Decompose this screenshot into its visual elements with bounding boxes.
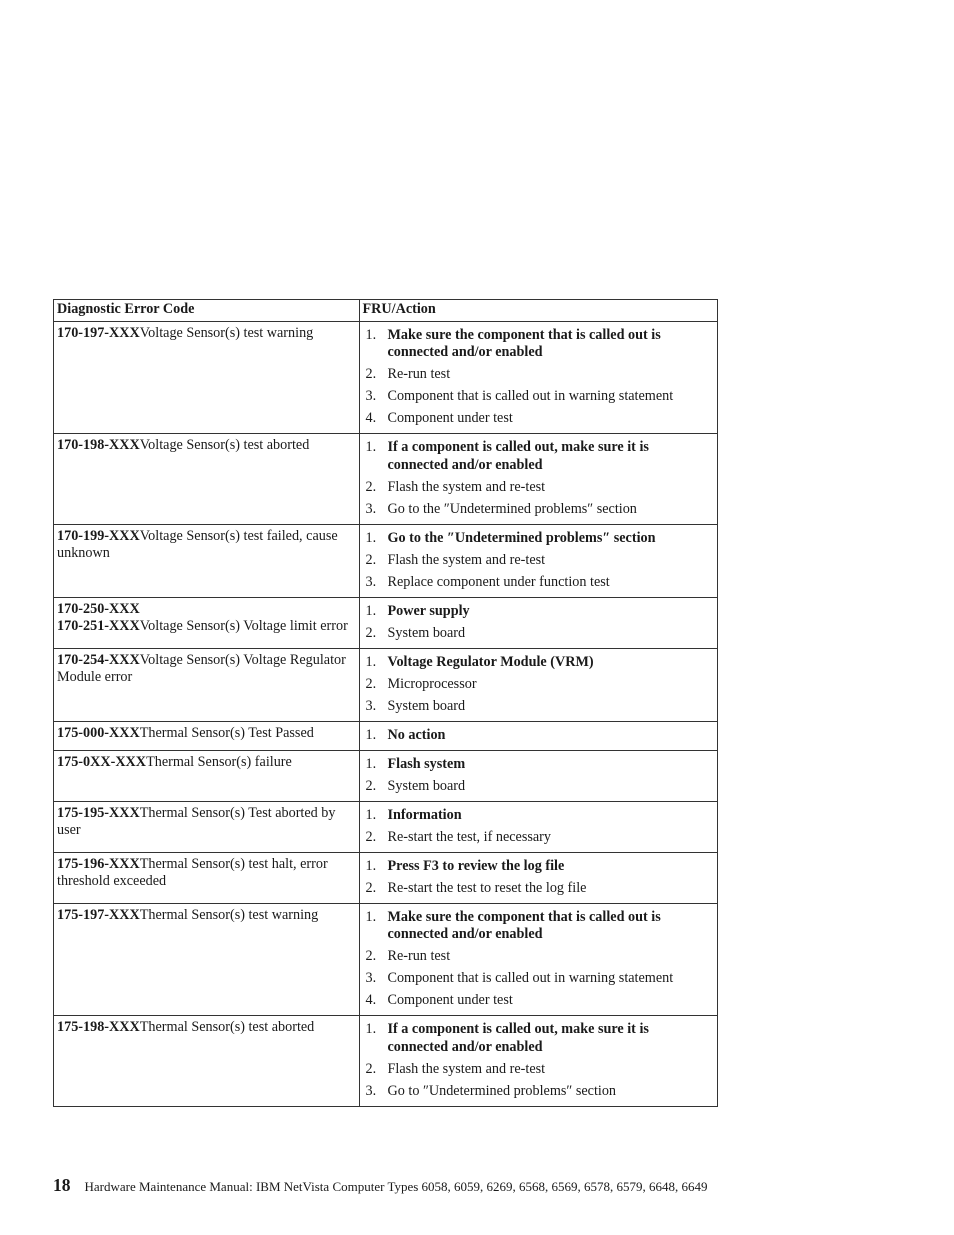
action-item [364, 727, 714, 745]
page-footer [53, 1174, 721, 1198]
action-item [364, 603, 714, 621]
action-number: 3. [365, 1082, 377, 1099]
error-description: Thermal Sensor(s) Test Passed [139, 724, 314, 741]
action-number: 3. [365, 573, 377, 590]
action-list [364, 530, 714, 592]
action-list [364, 756, 714, 796]
action-number: 1. [365, 326, 377, 343]
action-item [364, 807, 714, 825]
action-item [364, 992, 714, 1010]
error-description: Voltage Sensor(s) test failed, cause unknown [57, 527, 338, 561]
table-row [54, 1016, 718, 1107]
action-text: Information [387, 806, 462, 823]
action-number: 1. [365, 755, 377, 772]
fru-action-cell [359, 524, 718, 597]
error-description: Thermal Sensor(s) test aborted [139, 1019, 315, 1035]
action-item [364, 439, 714, 474]
action-item [364, 829, 714, 847]
error-code: 175-0XX-XXX [57, 753, 147, 770]
fru-action-cell [359, 434, 718, 525]
action-number: 1. [365, 857, 377, 874]
error-code-cell [54, 1016, 360, 1107]
action-item [364, 410, 714, 428]
error-description: Voltage Sensor(s) Voltage limit error [139, 618, 348, 634]
action-number: 2. [365, 948, 377, 964]
action-item [364, 880, 714, 898]
action-number: 1. [365, 806, 377, 823]
action-number: 1. [365, 439, 377, 455]
table-row [54, 648, 718, 721]
action-item [364, 909, 714, 944]
action-item [364, 327, 714, 362]
error-code: 170-198-XXX [57, 437, 140, 453]
action-text: Replace component under function test [387, 573, 610, 590]
fru-action-cell [359, 721, 718, 750]
action-item [364, 654, 714, 672]
action-text: Re-start the test, if necessary [387, 828, 551, 845]
action-number: 3. [365, 697, 377, 714]
action-text: Component under test [387, 992, 513, 1008]
action-text: System board [387, 777, 466, 794]
error-description: Voltage Sensor(s) test aborted [139, 437, 310, 453]
error-code: 170-197-XXX [57, 324, 140, 341]
action-text: Component under test [387, 410, 513, 426]
action-text: Power supply [387, 602, 470, 619]
action-text: Flash the system and re-test [387, 551, 546, 568]
error-code-cell [54, 852, 360, 903]
error-description: Voltage Sensor(s) test warning [139, 324, 314, 341]
action-text: Make sure the component that is called out is connected and/or enabled [387, 908, 661, 942]
action-text: Make sure the component that is called out is connected and/or enabled [387, 326, 661, 360]
action-list [364, 909, 714, 1010]
action-list [364, 654, 714, 716]
action-text: Press F3 to review the log file [387, 857, 565, 874]
action-number: 1. [365, 908, 377, 925]
action-number: 1. [365, 529, 377, 546]
action-list [364, 439, 714, 518]
action-number: 3. [365, 388, 377, 404]
action-text: Component that is called out in warning statement [387, 388, 674, 404]
action-item [364, 479, 714, 497]
error-description: Thermal Sensor(s) failure [146, 753, 292, 770]
error-code-cell [54, 721, 360, 750]
action-number: 4. [365, 992, 377, 1008]
action-text: Component that is called out in warning statement [387, 970, 674, 986]
action-text: Go to ″Undetermined problems″ section [387, 1082, 617, 1099]
error-code-cell [54, 597, 360, 648]
column-header-error-code: Diagnostic Error Code [54, 300, 360, 322]
error-code: 170-250-XXX [57, 600, 140, 617]
action-item [364, 552, 714, 570]
fru-action-cell [359, 321, 718, 434]
error-description: Thermal Sensor(s) Test aborted by user [57, 804, 336, 838]
action-text: Re-run test [387, 366, 451, 382]
action-text: Flash the system and re-test [387, 1060, 546, 1077]
action-list [364, 1021, 714, 1100]
action-number: 3. [365, 970, 377, 986]
action-item [364, 1061, 714, 1079]
fru-action-cell [359, 1016, 718, 1107]
action-number: 3. [365, 500, 377, 517]
action-number: 2. [365, 1060, 377, 1077]
action-list [364, 807, 714, 847]
action-item [364, 1021, 714, 1056]
error-code: 170-251-XXX [57, 618, 140, 634]
table-row [54, 721, 718, 750]
action-number: 1. [365, 602, 377, 619]
error-code: 175-196-XXX [57, 855, 140, 872]
error-description: Thermal Sensor(s) test warning [139, 906, 319, 923]
table-row [54, 321, 718, 434]
table-row [54, 801, 718, 852]
table-body [54, 321, 718, 1106]
action-item [364, 530, 714, 548]
action-number: 2. [365, 777, 377, 794]
action-item [364, 574, 714, 592]
error-description: Voltage Sensor(s) Voltage Regulator Module error [57, 651, 346, 685]
action-item [364, 858, 714, 876]
action-item [364, 778, 714, 796]
action-text: Re-run test [387, 948, 451, 964]
error-code-cell [54, 903, 360, 1016]
table-row [54, 597, 718, 648]
action-item [364, 756, 714, 774]
error-code-cell [54, 434, 360, 525]
action-number: 2. [365, 675, 377, 692]
error-code: 175-198-XXX [57, 1019, 140, 1035]
action-number: 1. [365, 1021, 377, 1037]
fru-action-cell [359, 750, 718, 801]
error-code-cell [54, 321, 360, 434]
table-row [54, 750, 718, 801]
action-number: 4. [365, 410, 377, 426]
action-text: If a component is called out, make sure it is connected and/or enabled [387, 439, 649, 473]
fru-action-cell [359, 903, 718, 1016]
fru-action-cell [359, 852, 718, 903]
action-text: Go to the ″Undetermined problems″ section [387, 529, 656, 546]
action-number: 2. [365, 879, 377, 896]
action-item [364, 501, 714, 519]
error-code-cell [54, 524, 360, 597]
action-text: If a component is called out, make sure it is connected and/or enabled [387, 1021, 649, 1055]
error-code: 175-195-XXX [57, 804, 140, 821]
diagnostic-error-table [53, 299, 718, 1107]
action-text: Microprocessor [387, 675, 477, 692]
action-item [364, 698, 714, 716]
action-number: 2. [365, 624, 377, 641]
error-code-cell [54, 750, 360, 801]
action-number: 2. [365, 366, 377, 382]
fru-action-cell [359, 801, 718, 852]
action-number: 2. [365, 478, 377, 495]
error-code: 170-254-XXX [57, 651, 140, 668]
action-text: System board [387, 624, 466, 641]
action-list [364, 327, 714, 428]
action-text: Go to the ″Undetermined problems″ section [387, 500, 637, 517]
action-item [364, 625, 714, 643]
table-row [54, 852, 718, 903]
action-text: No action [387, 726, 446, 743]
action-list [364, 603, 714, 643]
action-text: Re-start the test to reset the log file [387, 879, 587, 896]
action-item [364, 948, 714, 966]
action-number: 2. [365, 828, 377, 845]
page-number: 18 [53, 1175, 71, 1195]
error-code: 175-197-XXX [57, 906, 140, 923]
action-item [364, 388, 714, 406]
error-description: Thermal Sensor(s) test halt, error threshold exceeded [57, 855, 328, 889]
action-item [364, 676, 714, 694]
action-text: Voltage Regulator Module (VRM) [387, 653, 594, 670]
action-number: 2. [365, 551, 377, 568]
action-text: System board [387, 697, 466, 714]
action-item [364, 1083, 714, 1101]
fru-action-cell [359, 597, 718, 648]
action-number: 1. [365, 726, 377, 743]
action-text: Flash the system and re-test [387, 478, 546, 495]
table-header-row [54, 300, 718, 322]
table-row [54, 903, 718, 1016]
action-list [364, 858, 714, 898]
action-number: 1. [365, 653, 377, 670]
error-code-cell [54, 648, 360, 721]
column-header-fru-action: FRU/Action [359, 300, 718, 322]
footer-text: Hardware Maintenance Manual: IBM NetVista Computer Types 6058, 6059, 6269, 6568, 6569, 6578, 6579, 6648, 6649 [84, 1179, 708, 1194]
action-text: Flash system [387, 755, 466, 772]
action-item [364, 366, 714, 384]
action-list [364, 727, 714, 745]
action-item [364, 970, 714, 988]
error-code-cell [54, 801, 360, 852]
table-row [54, 524, 718, 597]
fru-action-cell [359, 648, 718, 721]
error-code: 175-000-XXX [57, 724, 140, 741]
error-code: 170-199-XXX [57, 527, 140, 544]
table-row [54, 434, 718, 525]
